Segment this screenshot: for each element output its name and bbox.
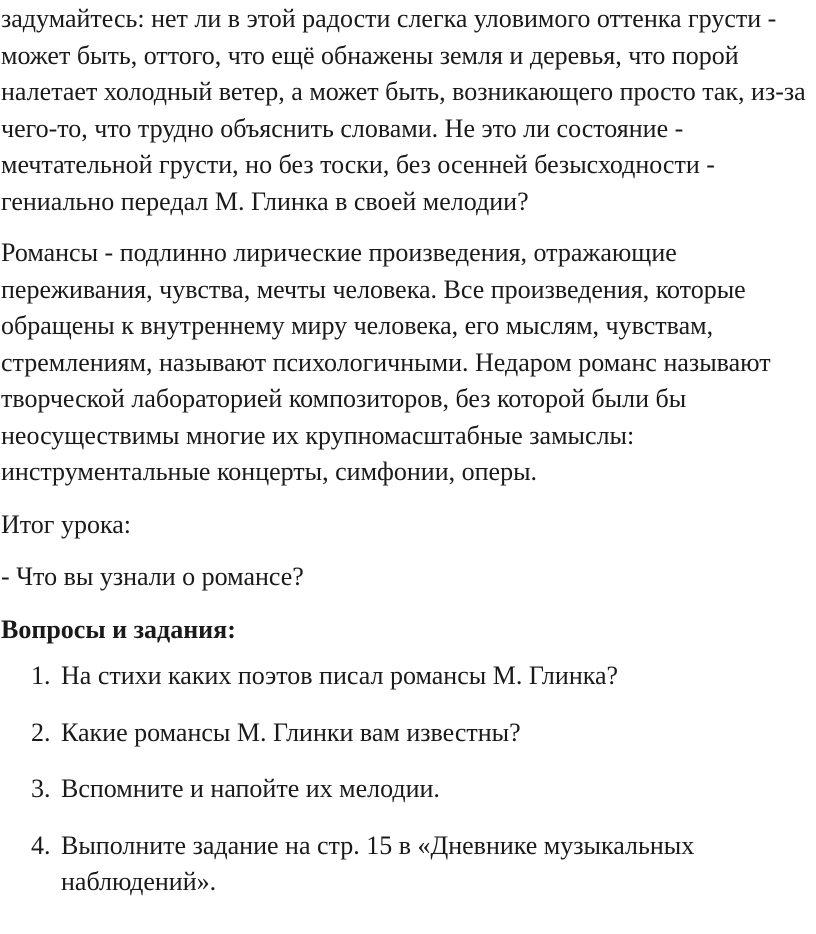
list-item-text: На стихи каких поэтов писал романсы М. Глинка? xyxy=(61,661,619,690)
summary-question: - Что вы узнали о романсе? xyxy=(1,562,304,591)
tasks-list xyxy=(1,658,813,901)
list-item-text: Выполните задание на стр. 15 в «Дневнике музыкальных наблюдений». xyxy=(61,830,695,896)
list-item-number: 4. xyxy=(31,830,51,860)
list-item xyxy=(1,715,813,752)
paragraph-romances: Романсы - подлинно лирические произведения, отражающие переживания, чувства, мечты человека. Все произведения, которые обращены к внутреннему миру человека, его мыслям, чувствам, стремлениям, называют психологичными. Недаром романс называют творческой лабораторией композиторов, без которой были бы неосуществимы многие их крупномасштабные замыслы: инструментальные концерты, симфонии, оперы. xyxy=(1,238,771,486)
paragraph-glinka-melody: задумайтесь: нет ли в этой радости слегка уловимого оттенка грусти - может быть, оттого, что ещё обнажены земля и деревья, что порой налетает холодный ветер, а может быть, возникающего просто так, из-за чего-то, что трудно объяснить словами. Не это ли состояние - мечтательной грусти, но без тоски, без осенней безысходности - гениально передал М. Глинка в своей мелодии? xyxy=(1,4,806,216)
list-item-text: Вспомните и напойте их мелодии. xyxy=(61,774,440,803)
list-item xyxy=(1,771,813,808)
lesson-summary-label: Итог урока: xyxy=(1,509,131,539)
list-item-number: 1. xyxy=(31,661,51,690)
document-page xyxy=(1,0,813,921)
list-item xyxy=(1,828,813,901)
list-item-number: 3. xyxy=(31,774,51,803)
list-item-text: Какие романсы М. Глинки вам известны? xyxy=(61,717,521,747)
list-item-number: 2. xyxy=(31,717,51,747)
list-item xyxy=(1,658,813,695)
questions-heading: Вопросы и задания: xyxy=(1,614,236,644)
